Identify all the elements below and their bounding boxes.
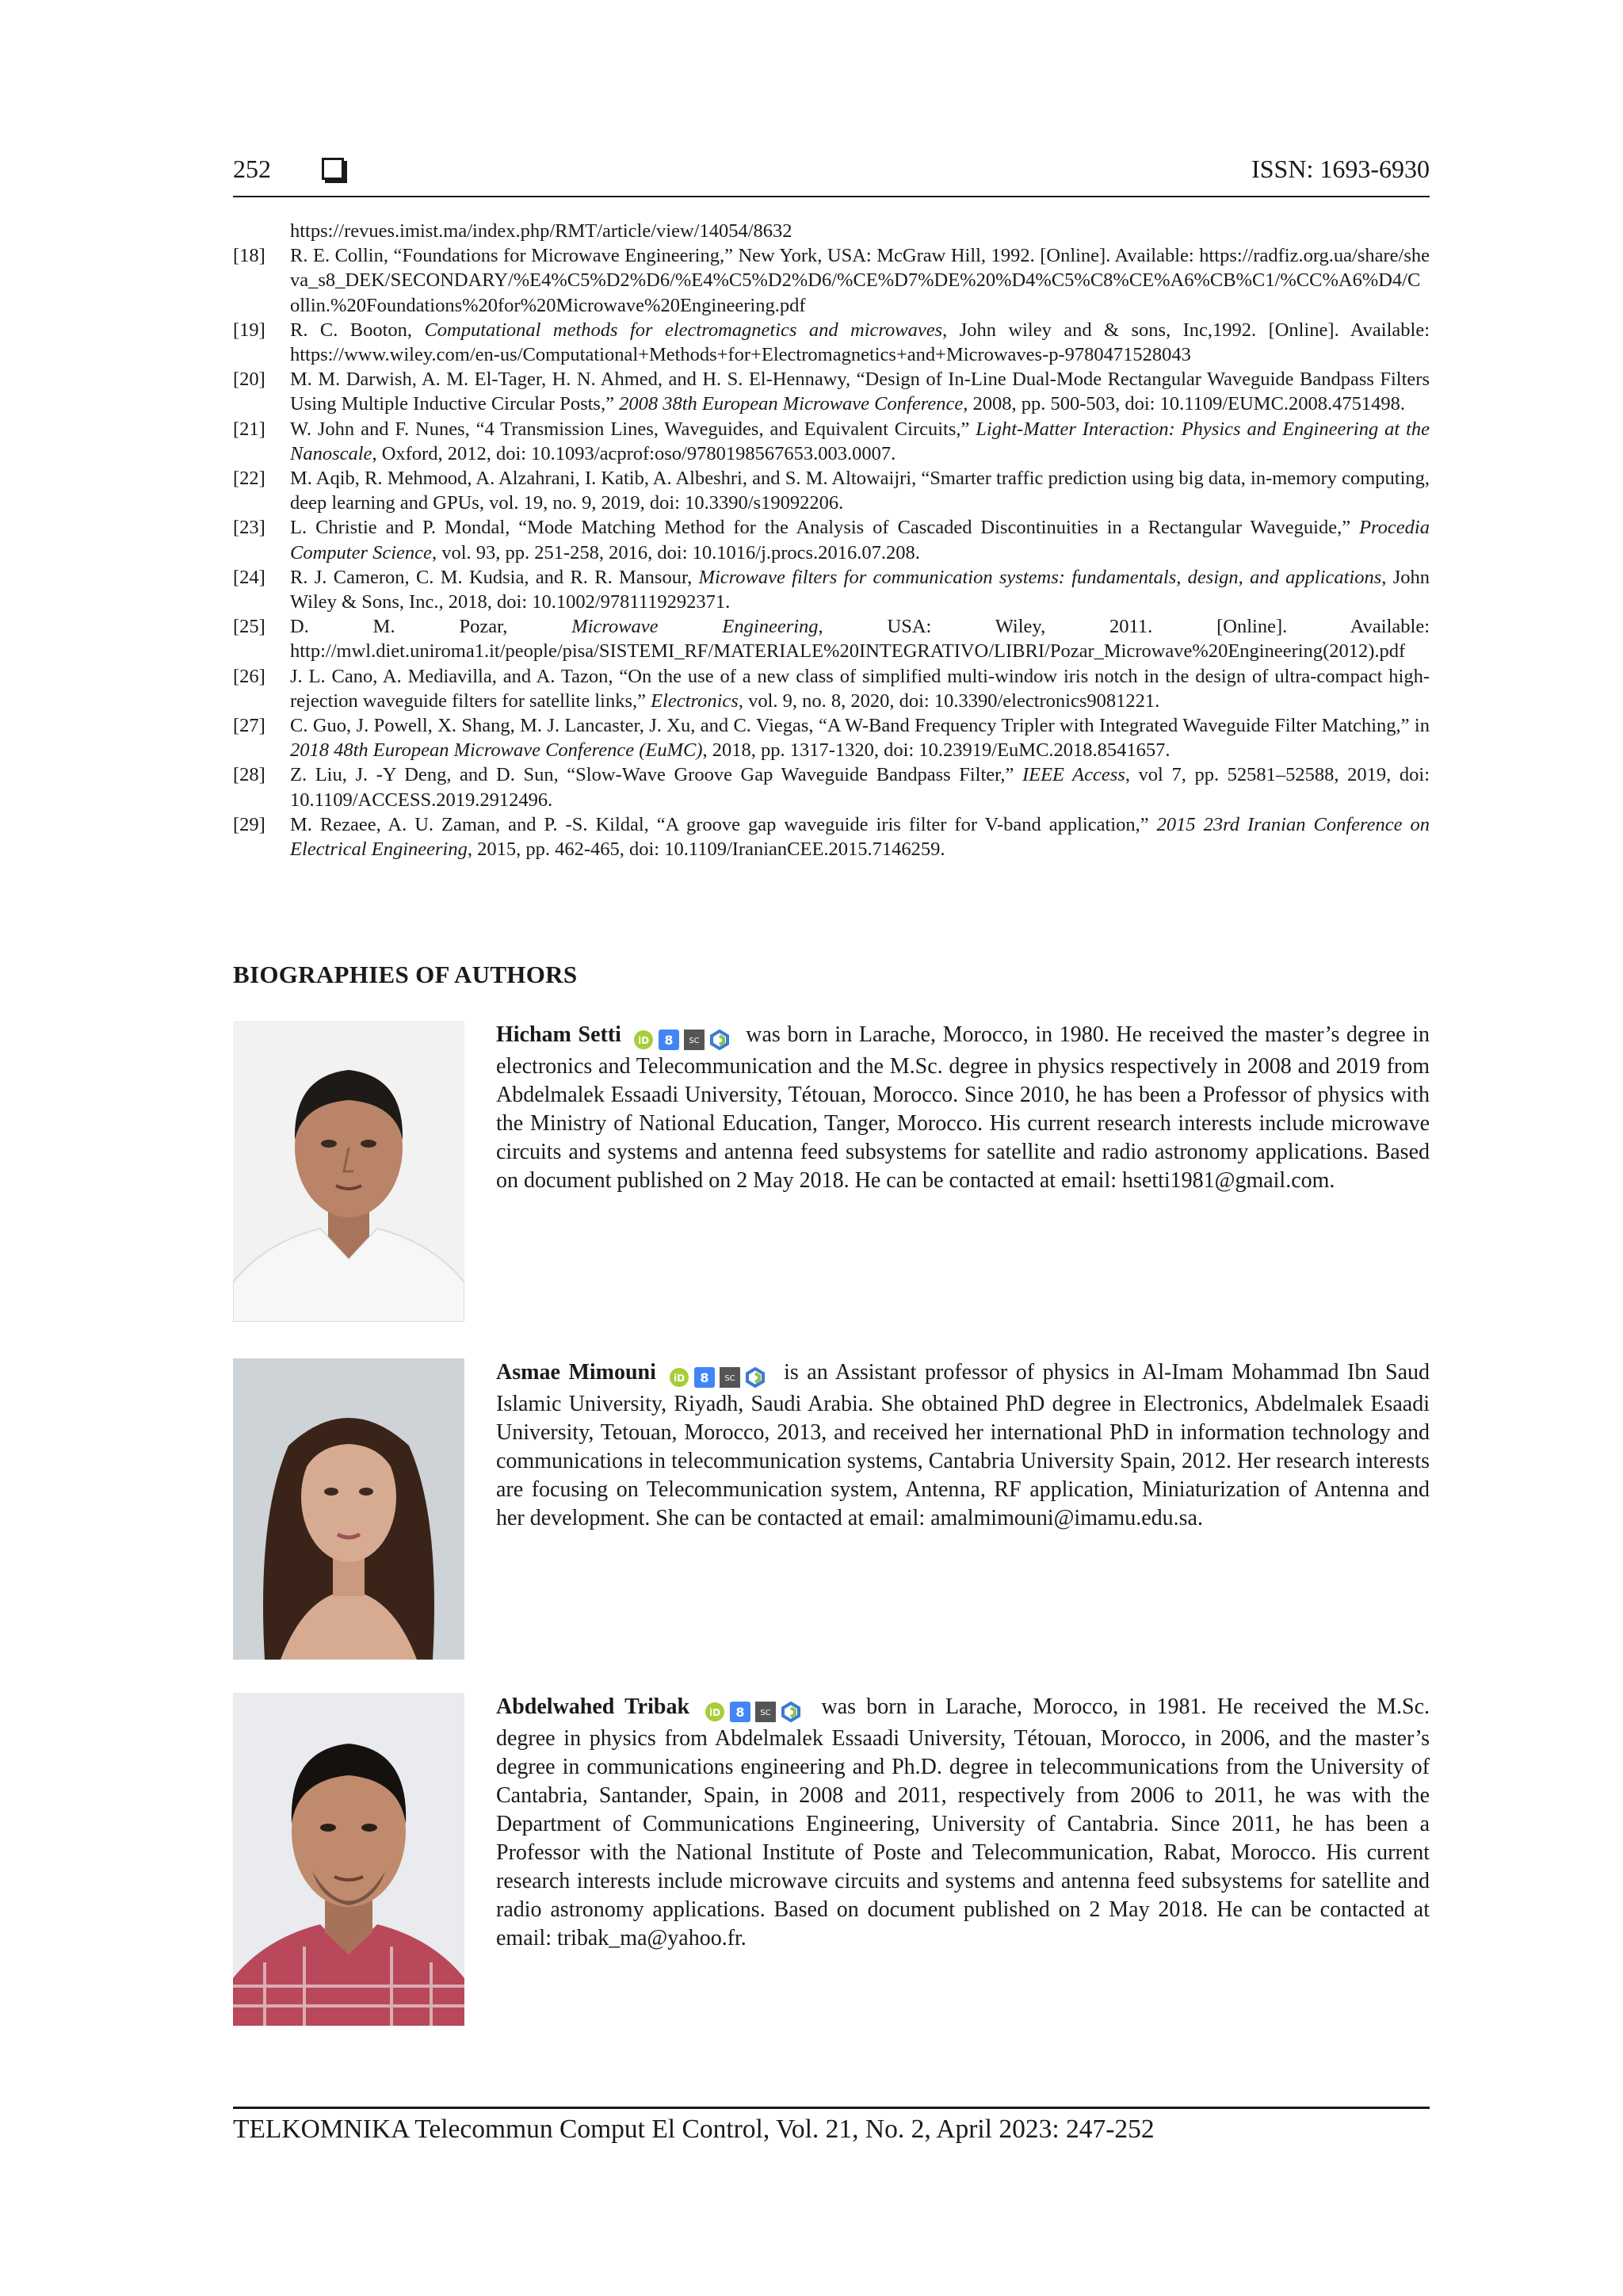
- reference-text: R. E. Collin, “Foundations for Microwave Engineering,” New York, USA: McGraw Hill, 1992. [Online]. Available:: [290, 245, 1200, 267]
- reference-number: [18]: [233, 245, 265, 267]
- svg-text:8: 8: [735, 1704, 745, 1720]
- author-name: Asmae Mimouni: [496, 1360, 656, 1385]
- reference-number: [29]: [233, 813, 265, 835]
- reference-number: [25]: [233, 616, 265, 638]
- reference-text: , vol. 93, pp. 251-258, 2016, doi: 10.1016/j.procs.2016.07.208.: [431, 541, 920, 563]
- bio-body: was born in Larache, Morocco, in 1980. He received the master’s degree in electronics and Telecommunication and the M.Sc. degree in physics respectively in 2008 and 2019 from Abdelmalek Essaadi University, Tétouan, Morocco. Since 2010, he has been a Professor of physics with the Ministry of National Education, Tanger, Morocco. His current research interests include microwave circuits and systems and antenna feed subsystems for satellite and radio astronomy applications. Based on document published on 2 May 2018. He can be contacted at email: hsetti1981@gmail.com.: [496, 1022, 1430, 1193]
- author-photo: [233, 1358, 464, 1660]
- reference-venue: 2015 23rd Iranian Conference on Electrical Engineering: [290, 813, 1430, 861]
- svg-text:8: 8: [700, 1370, 710, 1385]
- reference-venue: Computational methods for electromagnetics and microwaves: [424, 319, 943, 341]
- running-header: [233, 155, 1430, 191]
- reference-text: W. John and F. Nunes, “4 Transmission Lines, Waveguides, and Equivalent Circuits,”: [290, 418, 976, 440]
- reference-venue: 2018 48th European Microwave Conference (EuMC): [290, 739, 703, 762]
- reference-text: https://radfiz.org.ua/share/sheva_s8_DEK/SECONDARY/%E4%C5%D2%D6/%E4%C5%D2%D6/%CE%D7%DE%20%D4%C5%C8%CE%A6%CB%C1/%CC%A6%D4/Collin.%20Foundations%20for%20Microwave%20Engineering.pdf: [290, 245, 1430, 316]
- publons-icon[interactable]: [745, 1367, 766, 1388]
- reference-venue: IEEE Access: [1022, 764, 1125, 786]
- reference-entry: [233, 614, 1430, 663]
- reference-entry: [233, 367, 1430, 416]
- reference-continuation: https://revues.imist.ma/index.php/RMT/article/view/14054/8632: [290, 220, 792, 242]
- reference-number: [22]: [233, 468, 265, 490]
- reference-text: , USA: Wiley, 2011. [Online]. Available: http://mwl.diet.uniroma1.it/people/pisa/SISTEMI_RF/MATERIALE%20INTEGRATIVO/LIBRI/Pozar_Microwave%20Engineering(2012).pdf: [290, 616, 1430, 663]
- reference-number: [19]: [233, 319, 265, 341]
- reference-entry: [233, 417, 1430, 466]
- scopus-icon[interactable]: [684, 1030, 705, 1050]
- portrait-asmae-mimouni: [233, 1358, 464, 1660]
- reference-number: [23]: [233, 517, 265, 539]
- reference-text: , 2015, pp. 462-465, doi: 10.1109/IranianCEE.2015.7146259.: [467, 839, 945, 861]
- svg-text:SC: SC: [688, 1036, 700, 1045]
- svg-text:iD: iD: [637, 1034, 649, 1046]
- svg-text:iD: iD: [709, 1706, 721, 1718]
- svg-text:iD: iD: [674, 1372, 685, 1384]
- scopus-icon[interactable]: [755, 1702, 776, 1722]
- reference-text: , John Wiley & Sons, Inc., 2018, doi: 10.1002/9781119292371.: [290, 566, 1430, 613]
- reference-entry: [233, 664, 1430, 713]
- reference-entry: [233, 466, 1430, 515]
- orcid-icon[interactable]: [705, 1702, 725, 1722]
- reference-entry: [233, 762, 1430, 812]
- footer-rule: [233, 2107, 1430, 2109]
- reference-entry: [233, 318, 1430, 367]
- svg-text:SC: SC: [760, 1708, 771, 1717]
- publons-icon[interactable]: [781, 1702, 801, 1722]
- orcid-icon[interactable]: [633, 1030, 654, 1050]
- scopus-icon[interactable]: [720, 1367, 740, 1388]
- reference-entry: [233, 515, 1430, 564]
- journal-citation: TELKOMNIKA Telecommun Comput El Control, Vol. 21, No. 2, April 2023: 247-252: [233, 2115, 1155, 2144]
- reference-entry: [233, 713, 1430, 762]
- svg-text:8: 8: [664, 1032, 674, 1048]
- box-symbol-icon: [322, 158, 344, 180]
- author-name: Abdelwahed Tribak: [496, 1694, 690, 1719]
- profile-icons: [705, 1696, 806, 1725]
- author-photo: [233, 1021, 464, 1322]
- orcid-icon[interactable]: [669, 1367, 689, 1388]
- reference-text: M. M. Darwish, A. M. El-Tager, H. N. Ahmed, and H. S. El-Hennawy, “Design of In-Line Dual-Mode Rectangular Waveguide Bandpass Filters Using Multiple Inductive Circular Posts,”: [290, 369, 1430, 415]
- bio-body: is an Assistant professor of physics in Al-Imam Mohammad Ibn Saud Islamic University, Riyadh, Saudi Arabia. She obtained PhD degree in Electronics, Abdelmalek Esaadi University, Tetouan, Morocco, 2013, and received her international PhD in information technology and communications in telecommunication systems, Cantabria University Spain, 2012. Her research interests are focusing on Telecommunication system, Antenna, RF application, Miniaturization of Antenna and her development. She can be contacted at email: amalmimouni@imamu.edu.sa.: [496, 1360, 1430, 1530]
- profile-icons: [633, 1024, 735, 1052]
- portrait-hicham-setti: [233, 1021, 464, 1322]
- reference-list: [233, 219, 1430, 861]
- reference-entry: [233, 812, 1430, 861]
- page-number: 252: [233, 155, 271, 183]
- reference-text: J. L. Cano, A. Mediavilla, and A. Tazon, “On the use of a new class of simplified multi-window iris notch in the design of ultra-compact high-rejection waveguide filters for satellite links,”: [290, 665, 1430, 712]
- author-photo: [233, 1693, 464, 2026]
- bio-paragraph: [496, 1021, 1430, 1195]
- portrait-abdelwahed-tribak: [233, 1693, 464, 2026]
- author-name: Hicham Setti: [496, 1022, 621, 1047]
- issn: ISSN: 1693-6930: [1251, 155, 1430, 183]
- reference-venue: Microwave Engineering: [571, 616, 819, 638]
- reference-number: [26]: [233, 665, 265, 687]
- reference-text: L. Christie and P. Mondal, “Mode Matching Method for the Analysis of Cascaded Discontinuities in a Rectangular Waveguide,”: [290, 517, 1360, 539]
- reference-number: [24]: [233, 566, 265, 588]
- reference-text: 2008, pp. 500-503, doi: 10.1109/EUMC.2008.4751498.: [968, 393, 1406, 415]
- reference-number: [28]: [233, 764, 265, 786]
- reference-venue: 2008 38th European Microwave Conference,: [619, 393, 968, 415]
- bio-paragraph: [496, 1693, 1430, 1953]
- google-scholar-icon[interactable]: [694, 1367, 715, 1388]
- google-scholar-icon[interactable]: [659, 1030, 679, 1050]
- reference-text: D. M. Pozar,: [290, 616, 572, 638]
- reference-number: [27]: [233, 715, 265, 737]
- profile-icons: [669, 1362, 770, 1390]
- reference-text: Z. Liu, J. -Y Deng, and D. Sun, “Slow-Wave Groove Gap Waveguide Bandpass Filter,”: [290, 764, 1022, 786]
- reference-text: , 2018, pp. 1317-1320, doi: 10.23919/EuMC.2018.8541657.: [702, 739, 1170, 762]
- reference-text: M. Aqib, R. Mehmood, A. Alzahrani, I. Katib, A. Albeshri, and S. M. Altowaijri, “Smarter traffic prediction using big data, in-memory computing, deep learning and GPUs, vol. 19, no. 9, 2019, doi: 10.3390/s19092206.: [290, 468, 1430, 514]
- reference-number: [20]: [233, 369, 265, 391]
- reference-venue: Light-Matter Interaction: Physics and Engineering at the Nanoscale: [290, 418, 1430, 464]
- reference-entry: [233, 243, 1430, 318]
- reference-text: , vol. 9, no. 8, 2020, doi: 10.3390/electronics9081221.: [738, 690, 1160, 712]
- publons-icon[interactable]: [709, 1030, 730, 1050]
- reference-text: M. Rezaee, A. U. Zaman, and P. -S. Kildal, “A groove gap waveguide iris filter for V-band application,”: [290, 813, 1157, 835]
- reference-venue: Microwave filters for communication systems: fundamentals, design, and applications: [698, 566, 1382, 588]
- header-rule: [233, 196, 1430, 197]
- svg-text:SC: SC: [724, 1373, 736, 1383]
- reference-text: R. C. Booton,: [290, 319, 425, 341]
- reference-text: R. J. Cameron, C. M. Kudsia, and R. R. Mansour,: [290, 566, 699, 588]
- biographies-heading: BIOGRAPHIES OF AUTHORS: [233, 961, 578, 988]
- reference-text: , vol 7, pp. 52581–52588, 2019, doi: 10.1109/ACCESS.2019.2912496.: [290, 764, 1430, 811]
- reference-number: [21]: [233, 418, 265, 440]
- bio-paragraph: [496, 1358, 1430, 1533]
- reference-entry: [233, 565, 1430, 614]
- reference-text: , Oxford, 2012, doi: 10.1093/acprof:oso/9780198567653.003.0007.: [372, 442, 896, 464]
- google-scholar-icon[interactable]: [730, 1702, 750, 1722]
- reference-text: C. Guo, J. Powell, X. Shang, M. J. Lancaster, J. Xu, and C. Viegas, “A W-Band Frequency Tripler with Integrated Waveguide Filter Matching,” in: [290, 715, 1430, 737]
- bio-body: was born in Larache, Morocco, in 1981. He received the M.Sc. degree in physics from Abdelmalek Essaadi University, Tétouan, Morocco, in 2006, and the master’s degree in communications engineering and Ph.D. degree in telecommunications from the University of Cantabria, Santander, Spain, in 2008 and 2011, respectively from 2006 to 2011, he was with the Department of Communications Engineering, University of Cantabria. Since 2011, he has been a Professor with the National Institute of Poste and Telecommunication, Rabat, Morocco. His current research interests include microwave circuits and systems and antenna feed subsystems for satellite and radio astronomy applications. Based on document published on 2 May 2018. He can be contacted at email: tribak_ma@yahoo.fr.: [496, 1694, 1430, 1950]
- reference-venue: Electronics: [651, 690, 739, 712]
- reference-venue: Procedia Computer Science: [290, 517, 1430, 563]
- reference-text: , John wiley and & sons, Inc,1992. [Online]. Available: https://www.wiley.com/en-us/Computational+Methods+for+Electromagnetics+and+Microwaves-p-9780471528043: [290, 319, 1430, 366]
